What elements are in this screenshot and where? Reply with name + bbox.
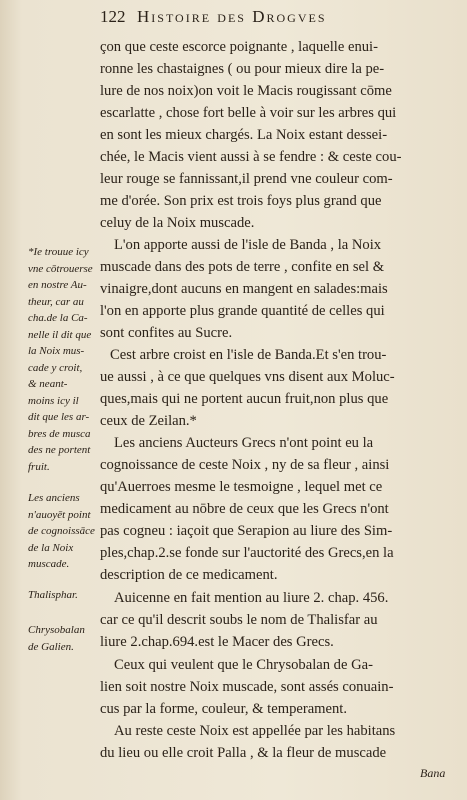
margin-note-line: cade y croit, [28,361,83,374]
text-line: car ce qu'il descrit soubs le nom de Thalisfar au [100,612,378,628]
text-line: Cest arbre croist en l'isle de Banda.Et s'en trou- [110,347,387,363]
margin-note-line: n'auoyēt point [28,508,91,521]
text-line: ronne les chastaignes ( ou pour mieux dire la pe- [100,61,385,77]
text-line: ques,mais qui ne portent aucun fruit,non plus que [100,391,389,407]
text-line: cognoissance de ceste Noix , ny de sa fleur , ainsi [100,457,390,473]
margin-note-line: *Ie trouue icy [28,246,89,258]
page-number: 122 [100,7,126,26]
text-line: ceux de Zeilan.* [100,413,197,429]
margin-note-line: la Noix mus- [28,345,85,357]
text-line: escarlatte , chose fort belle à voir sur les arbres qui [100,105,397,121]
margin-note-line: de Galien. [28,640,74,653]
text-line: du lieu ou elle croit Palla , & la fleur de muscade [100,745,387,761]
text-line: liure 2.chap.694.est le Macer des Grecs. [100,634,334,650]
margin-note-line: fruit. [28,460,50,473]
margin-note-thalisphar [28,587,100,604]
text-line: muscade dans des pots de terre , confite en sel & [100,259,385,275]
text-line: Au reste ceste Noix est appellée par les habitans [114,723,396,739]
margin-note-line: Thalisphar. [28,589,78,601]
text-line: me d'orée. Son prix est trois foys plus grand que [100,193,382,209]
text-line: description de ce medicament. [100,567,278,583]
margin-note-line: dit que les ar- [28,411,90,423]
text-line: Auicenne en fait mention au liure 2. chap. 456. [114,590,389,606]
text-line: celuy de la Noix muscade. [100,215,255,231]
text-line: lien soit nostre Noix muscade, sont assés conuain- [100,679,394,695]
running-title: Histoire des Drogves [137,7,327,26]
margin-note-line: des ne portent [28,444,91,456]
margin-note-line: & neant- [28,378,68,390]
margin-note-line: vne cōtrouerse [28,262,93,275]
margin-note-line: nelle il dit que [28,328,92,341]
text-line: pas cogneu : iaçoit que Serapion au liure des Sim- [100,523,393,539]
text-line: sont confites au Sucre. [100,325,233,341]
text-line: en sont les mieux chargés. La Noix estant dessei- [100,127,388,143]
margin-note-line: de cognoissāce [28,525,95,537]
margin-note-line: de la Noix [28,541,74,554]
text-line: l'on en apporte plus grande quantité de celles qui [100,303,385,319]
catchword: Bana [420,766,446,780]
margin-note-ancients [28,490,100,573]
text-line: çon que ceste escorce poignante , laquelle enui- [100,39,378,55]
text-line: ples,chap.2.se fonde sur l'auctorité des Grecs,en la [100,545,394,561]
text-line: L'on apporte aussi de l'isle de Banda , la Noix [114,237,382,253]
text-line: qu'Auerroes mesme le tesmoigne , lequel met ce [100,479,383,495]
text-line: Ceux qui veulent que le Chrysobalan de Ga- [114,657,373,673]
text-line: chée, le Macis vient aussi à se fendre : & ceste cou- [100,149,402,165]
margin-note-line: moins icy il [28,394,79,407]
text-line: leur rouge se fannissant,il prend vne couleur com- [100,171,393,187]
margin-note-line: Les anciens [28,492,80,504]
text-line: medicament au nōbre de ceux que les Grecs n'ont [100,501,389,517]
margin-note-line: cha.de la Ca- [28,312,88,324]
margin-note-chrysobalan [28,622,100,655]
margin-note-controversy [28,244,100,475]
page-header [100,5,460,29]
text-line: vinaigre,dont aucuns en mangent en salades:mais [100,281,388,297]
margin-note-line: Chrysobalan [28,624,85,636]
margin-note-line: bres de musca [28,427,91,440]
text-line: ue aussi , à ce que quelques vns disent aux Moluc- [100,369,395,385]
margin-note-line: muscade. [28,558,70,570]
text-line: cus par la forme, couleur, & temperament. [100,701,348,717]
margin-note-line: en nostre Au- [28,279,87,291]
margin-note-line: theur, car au [28,295,84,308]
text-line: Les anciens Aucteurs Grecs n'ont point eu la [114,435,374,451]
text-line: lure de nos noix)on voit le Macis rougissant cōme [100,83,392,99]
